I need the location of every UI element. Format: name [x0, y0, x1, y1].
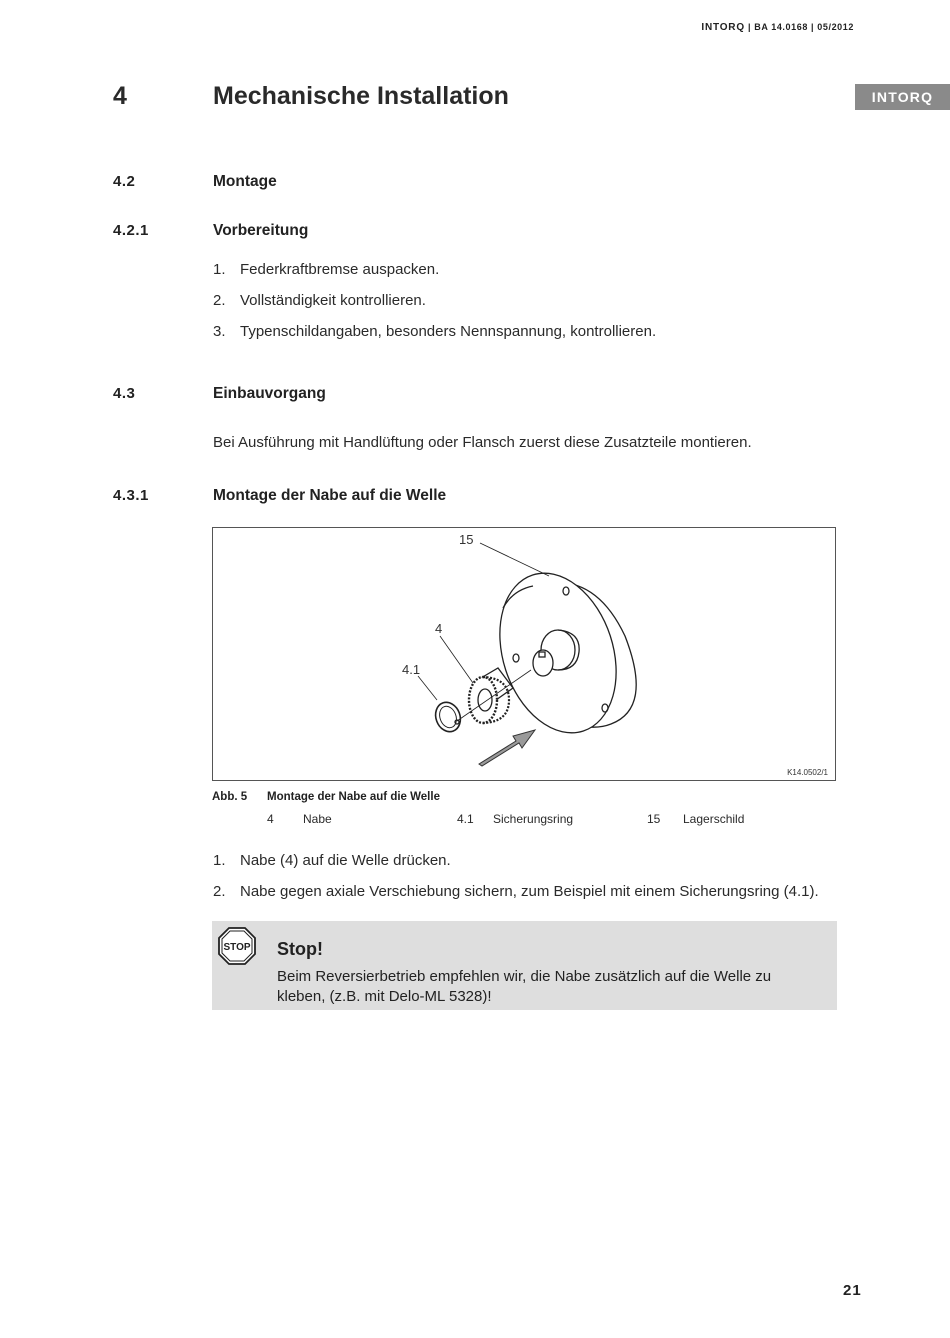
list-item	[213, 261, 439, 278]
section-4-2-number: 4.2	[113, 173, 136, 190]
shaft-end	[533, 650, 553, 676]
callout-leader-15	[480, 543, 549, 576]
legend-label: Sicherungsring	[493, 812, 574, 826]
hub-mounting-figure	[212, 527, 836, 781]
legend-key: 4	[267, 812, 274, 826]
legend-key: 4.1	[457, 812, 474, 826]
callout-15: 15	[459, 532, 474, 547]
list-item	[213, 883, 819, 900]
figure-caption	[212, 791, 440, 803]
mounting-direction-arrow	[479, 730, 535, 766]
callout-leader-4-1	[418, 676, 437, 700]
stop-text: Beim Reversierbetrieb empfehlen wir, die Nabe zusätzlich auf die Welle zu kleben, (z.B. mit Delo-ML 5328)!	[277, 968, 772, 1005]
header-brand: INTORQ	[701, 22, 745, 33]
caption-title: Montage der Nabe auf die Welle	[267, 791, 440, 803]
list-item	[213, 852, 451, 869]
bearing-shield-face	[480, 558, 635, 748]
section-4-3-number: 4.3	[113, 385, 136, 402]
figure-code: K14.0502/1	[787, 768, 828, 777]
header-doc-ref: | BA 14.0168 | 05/2012	[748, 22, 854, 32]
list-item	[213, 323, 656, 340]
header-doc-reference	[701, 22, 854, 33]
hub-bore	[478, 689, 492, 711]
step-number: 2.	[213, 883, 226, 900]
hub-mounting-drawing	[213, 528, 837, 782]
retaining-ring-lug	[455, 720, 459, 724]
section-4-3-title: Einbauvorgang	[213, 385, 326, 402]
retaining-ring	[432, 699, 465, 735]
step-text: Vollständigkeit kontrollieren.	[240, 292, 426, 309]
step-number: 1.	[213, 261, 226, 278]
stop-title: Stop!	[277, 939, 323, 959]
step-text: Federkraftbremse auspacken.	[240, 261, 440, 278]
stop-notice	[212, 921, 837, 1010]
chapter-title: Mechanische Installation	[213, 82, 509, 110]
caption-number: Abb. 5	[212, 791, 248, 803]
step-number: 3.	[213, 323, 226, 340]
step-number: 1.	[213, 852, 226, 869]
step-text: Typenschildangaben, besonders Nennspannung, kontrollieren.	[240, 323, 657, 340]
section-4-2-1-title: Vorbereitung	[213, 222, 309, 239]
section-4-3-1-number: 4.3.1	[113, 487, 149, 504]
installation-paragraph: Bei Ausführung mit Handlüftung oder Flansch zuerst diese Zusatzteile montieren.	[213, 434, 752, 451]
step-text: Nabe gegen axiale Verschiebung sichern, zum Beispiel mit einem Sicherungsring (4.1).	[240, 883, 819, 900]
stop-sign-label: STOP	[223, 942, 251, 953]
callout-4: 4	[435, 621, 443, 636]
stop-sign-icon	[218, 927, 256, 965]
legend-label: Nabe	[303, 812, 332, 826]
chapter-number: 4	[113, 82, 127, 110]
step-text: Nabe (4) auf die Welle drücken.	[240, 852, 451, 869]
legend-label: Lagerschild	[683, 812, 745, 826]
section-4-2-title: Montage	[213, 173, 277, 190]
legend-key: 15	[647, 812, 661, 826]
section-4-2-1-number: 4.2.1	[113, 222, 149, 239]
step-number: 2.	[213, 292, 226, 309]
callout-4-1: 4.1	[402, 662, 421, 677]
section-4-3-1-title: Montage der Nabe auf die Welle	[213, 487, 447, 504]
intorq-logo	[855, 84, 950, 110]
list-item	[213, 292, 426, 309]
callout-leader-4	[440, 636, 473, 683]
logo-text: INTORQ	[871, 89, 934, 105]
page-number: 21	[843, 1282, 862, 1299]
